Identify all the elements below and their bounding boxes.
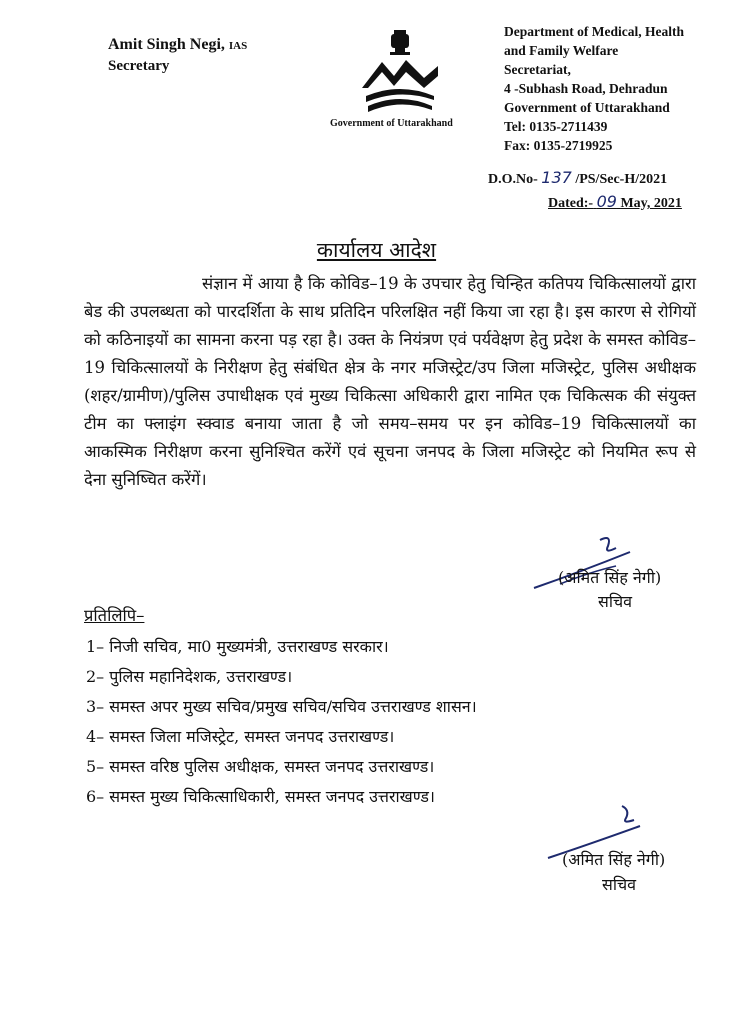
dept-line: and Family Welfare <box>504 43 619 58</box>
copy-item: 1– निजी सचिव, मा0 मुख्यमंत्री, उत्तराखण्ड सरकार। <box>86 637 389 656</box>
sender-designation: Secretary <box>108 58 170 74</box>
dept-line: Secretariat, <box>504 62 571 77</box>
signature-name: (अमित सिंह नेगी) <box>562 850 666 869</box>
sender-name-text: Amit Singh Negi, <box>108 36 225 53</box>
dated-label: Dated:- <box>548 196 594 211</box>
dept-line: Department of Medical, Health <box>504 24 684 39</box>
copy-item: 4– समस्त जिला मजिस्ट्रेट, समस्त जनपद उत्तराखण्ड। <box>86 727 395 746</box>
reference-number <box>488 168 667 188</box>
signature-name: (अमित सिंह नेगी) <box>558 568 662 587</box>
copy-item: 6– समस्त मुख्य चिकित्साधिकारी, समस्त जनपद उत्तराखण्ड। <box>86 787 435 806</box>
date-line <box>548 192 682 212</box>
copy-item: 2– पुलिस महानिदेशक, उत्तराखण्ड। <box>86 667 293 686</box>
sender-name <box>108 36 247 54</box>
signature-designation: सचिव <box>602 875 637 894</box>
emblem-caption: Government of Uttarakhand <box>330 118 453 129</box>
order-body: संज्ञान में आया है कि कोविड–19 के उपचार हेतु चिन्हित कतिपय चिकित्सालयों द्वारा बेड की उपलब्धता को पारदर्शिता के साथ प्रतिदिन परिलक्षित नहीं किया जा रहा है। इस कारण से रोगियों को कठिनाइयों का सामना करना पड़ रहा है। उक्त के नियंत्रण एवं पर्यवेक्षण हेतु प्रदेश के समस्त कोविड–19 चिकित्सालयों के निरीक्षण हेतु संबंधित क्षेत्र के नगर मजिस्ट्रेट/उप जिला मजिस्ट्रेट, पुलिस अधीक्षक (शहर/ग्रामीण)/पुलिस उपाधीक्षक एवं मुख्य चिकित्सा अधिकारी द्वारा नामित एक चिकित्सक की संयुक्त टीम का फ्लाइंग स्क्वाड बनाया जाता है जो समय–समय पर इन कोविड–19 चिकित्सालयों का आकस्मिक निरीक्षण करना सुनिश्चित करेंगें एवं सूचना जनपद के जिला मजिस्ट्रेट को नियमित रूप से देना सुनिष्चित करेंगें। <box>84 274 696 489</box>
copy-item: 3– समस्त अपर मुख्य सचिव/प्रमुख सचिव/सचिव उत्तराखण्ड शासन। <box>86 697 477 716</box>
sender-suffix: IAS <box>228 40 248 52</box>
order-title <box>0 236 753 264</box>
dated-day-handwritten: 09 <box>596 192 617 211</box>
copy-heading: प्रतिलिपि– <box>84 606 145 625</box>
do-label: D.O.No- <box>488 172 538 187</box>
dated-rest: May, 2021 <box>620 196 682 211</box>
dept-line: Government of Uttarakhand <box>504 100 670 115</box>
copy-item: 5– समस्त वरिष्ठ पुलिस अधीक्षक, समस्त जनपद उत्तराखण्ड। <box>86 757 435 776</box>
dept-line: Fax: 0135-2719925 <box>504 138 613 153</box>
copy-list <box>86 632 477 812</box>
dept-line: 4 -Subhash Road, Dehradun <box>504 81 668 96</box>
uttarakhand-emblem-icon <box>360 26 440 116</box>
do-suffix: /PS/Sec-H/2021 <box>575 172 668 187</box>
do-number-handwritten: 137 <box>541 168 572 187</box>
department-address <box>504 22 684 155</box>
signature-designation: सचिव <box>598 592 633 611</box>
dept-line: Tel: 0135-2711439 <box>504 119 608 134</box>
order-title-text: कार्यालय आदेश <box>316 238 437 262</box>
